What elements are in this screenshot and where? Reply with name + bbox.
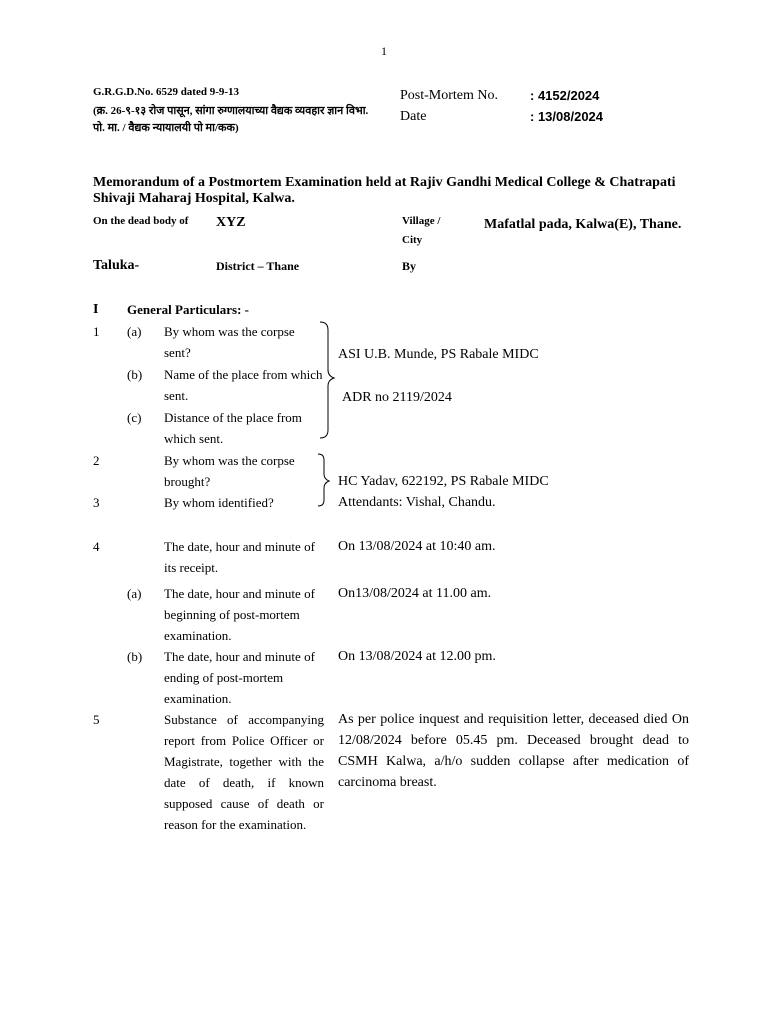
item-2-number: 2 [93,453,100,468]
item-5-number: 5 [93,712,100,727]
memorandum-title: Memorandum of a Postmortem Examination held at Rajiv Gandhi Medical College & Chatrapati Shivaji Maharaj Hospital, Kalwa. [93,175,676,206]
brace-item-1 [318,320,338,440]
section-numeral: I [93,302,99,317]
item-1b-label: (b) [127,367,143,382]
page-number: 1 [381,44,387,58]
answer-5: As per police inquest and requisition letter, deceased died On 12/08/2024 before 05.45 pm. Deceased brought dead to CSMH Kalwa, a/h/o sudden collapse after medication of carcinoma breast. [338,712,689,790]
pm-no-value: : 4152/2024 [530,88,600,103]
question-5: Substance of accompanying report from Police Officer or Magistrate, together with the date of death, if known supposed cause of death or reason for the examination. [164,712,324,832]
item-3-number: 3 [93,495,100,510]
pm-no-label: Post-Mortem No. [400,88,498,103]
item-4b-label: (b) [127,649,143,664]
question-2: By whom was the corpse brought? [164,453,295,489]
answer-3: Attendants: Vishal, Chandu. [338,495,496,510]
item-4a-label: (a) [127,586,142,601]
dead-body-label: On the dead body of [93,215,189,227]
item-4-number: 4 [93,539,100,554]
grgd-reference: G.R.G.D.No. 6529 dated 9-9-13 [93,86,240,98]
item-1a-label: (a) [127,324,142,339]
item-1-number: 1 [93,324,100,339]
taluka-label: Taluka- [93,258,140,273]
answer-4a: On13/08/2024 at 11.00 am. [338,586,492,601]
date-value: : 13/08/2024 [530,109,604,124]
marathi-note: (क्र. 26-९-१३ रोज पासून, सांगा रुग्णालयाच्या वैद्यक व्यवहार ज्ञान विभा. पो. मा. / वैद्यक न्यायालयी पो मा/कक) [93,105,369,134]
date-label: Date [400,109,427,124]
question-1c: Distance of the place from which sent. [164,410,302,446]
district-value: District – Thane [216,259,300,273]
answer-1-sender: ASI U.B. Munde, PS Rabale MIDC [338,347,539,362]
question-1a: By whom was the corpse sent? [164,324,295,360]
section-heading: General Particulars: - [127,302,250,317]
dead-body-value: XYZ [216,215,246,230]
item-1c-label: (c) [127,410,142,425]
answer-4b: On 13/08/2024 at 12.00 pm. [338,649,496,664]
question-3: By whom identified? [164,495,274,510]
question-1b: Name of the place from which sent. [164,367,323,403]
question-4a: The date, hour and minute of beginning of post-mortem examination. [164,586,315,643]
question-4b: The date, hour and minute of ending of post-mortem examination. [164,649,315,706]
by-label: By [402,259,417,273]
question-4: The date, hour and minute of its receipt. [164,539,315,575]
answer-2: HC Yadav, 622192, PS Rabale MIDC [338,474,549,489]
answer-4: On 13/08/2024 at 10:40 am. [338,539,496,554]
answer-1-adr: ADR no 2119/2024 [342,390,452,405]
village-label: Village / City [402,215,441,246]
village-value: Mafatlal pada, Kalwa(E), Thane. [484,217,682,232]
